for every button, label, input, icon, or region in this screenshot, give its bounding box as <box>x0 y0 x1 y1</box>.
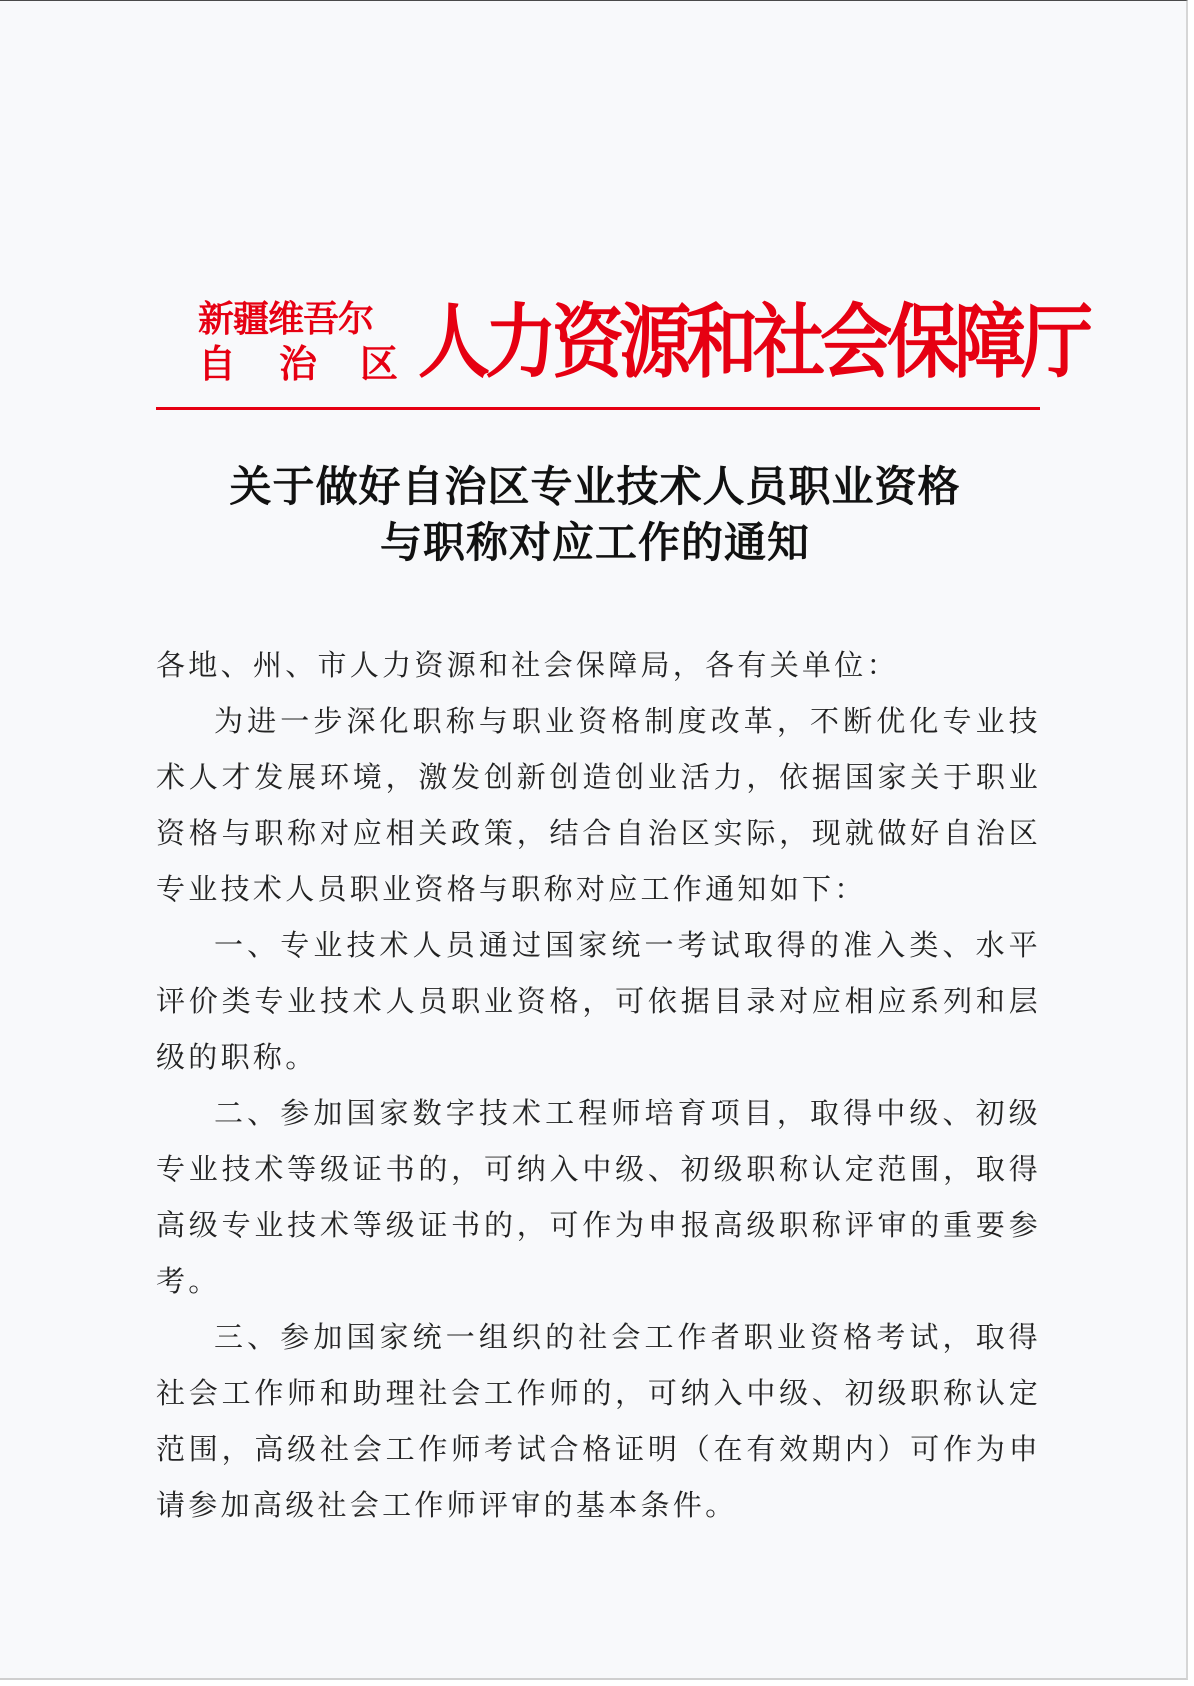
document-title-line1: 关于做好自治区专业技术人员职业资格 <box>229 462 961 511</box>
letterhead <box>198 293 1089 390</box>
letterhead-region-line1: 新疆维吾尔 <box>198 298 374 340</box>
intro-paragraph: 为进一步深化职称与职业资格制度改革，不断优化专业技术人才发展环境，激发创新创造创业活力，依据国家关于职业资格与职称对应相关政策，结合自治区实际，现就做好自治区专业技术人员职业资格与职称对应工作通知如下： <box>156 704 1041 906</box>
letterhead-department: 人力资源和社会保障厅 <box>418 293 1089 390</box>
item-one-paragraph: 一、专业技术人员通过国家统一考试取得的准入类、水平评价类专业技术人员职业资格，可依据目录对应相应系列和层级的职称。 <box>156 928 1041 1074</box>
letterhead-region-char: 自 <box>198 341 237 386</box>
item-two-paragraph: 二、参加国家数字技术工程师培育项目，取得中级、初级专业技术等级证书的，可纳入中级、初级职称认定范围，取得高级专业技术等级证书的，可作为申报高级职称评审的重要参考。 <box>156 1096 1041 1298</box>
letterhead-region-char: 区 <box>359 341 398 386</box>
document-title-line2: 与职称对应工作的通知 <box>379 518 810 567</box>
document-title <box>120 459 1070 571</box>
letterhead-region <box>198 299 398 385</box>
document-body <box>156 637 1041 1533</box>
letterhead-region-line2 <box>198 343 398 385</box>
letterhead-region-char: 治 <box>278 341 317 386</box>
item-three-paragraph: 三、参加国家统一组织的社会工作者职业资格考试，取得社会工作师和助理社会工作师的，可纳入中级、初级职称认定范围，高级社会工作师考试合格证明（在有效期内）可作为申请参加高级社会工作师评审的基本条件。 <box>156 1320 1041 1522</box>
salutation: 各地、州、市人力资源和社会保障局，各有关单位： <box>156 648 899 682</box>
letterhead-divider <box>156 407 1040 410</box>
